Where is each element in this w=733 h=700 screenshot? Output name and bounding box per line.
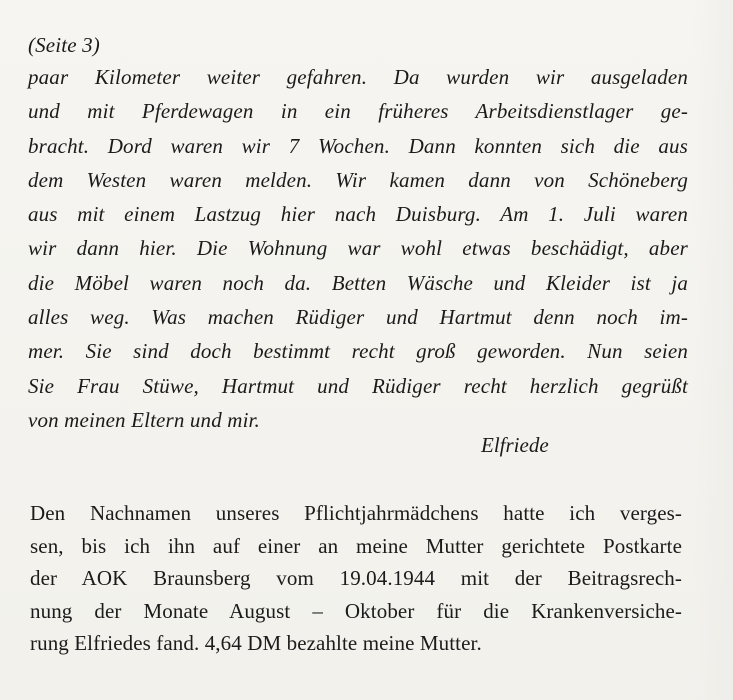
author-note (30, 497, 682, 660)
page-label: (Seite 3) (28, 33, 100, 57)
note-line: der AOK Braunsberg vom 19.04.1944 mit der Beitragsrech- (30, 566, 682, 590)
note-line: sen, bis ich ihn auf einer an meine Mutter gerichtete Postkarte (30, 533, 682, 558)
letter-line: bracht. Dord waren wir 7 Wochen. Dann konnten sich die aus (28, 133, 688, 158)
letter-excerpt (28, 30, 688, 437)
note-line: nung der Monate August – Oktober für die Krankenversiche- (30, 598, 682, 623)
letter-line: die Möbel waren noch da. Betten Wäsche und Kleider ist ja (28, 270, 688, 295)
letter-line: paar Kilometer weiter gefahren. Da wurden wir ausgeladen (28, 65, 688, 89)
note-line: rung Elfriedes fand. 4,64 DM bezahlte meine Mutter. (30, 631, 482, 655)
letter-signature: Elfriede (481, 433, 549, 457)
letter-line: alles weg. Was machen Rüdiger und Hartmut denn noch im- (28, 305, 688, 330)
letter-line: dem Westen waren melden. Wir kamen dann von Schöneberg (28, 167, 688, 192)
page-edge-shading (693, 0, 733, 700)
letter-line: aus mit einem Lastzug hier nach Duisburg. Am 1. Juli waren (28, 202, 688, 227)
letter-line: und mit Pferdewagen in ein früheres Arbeitsdienstlager ge- (28, 99, 688, 124)
letter-line: mer. Sie sind doch bestimmt recht groß geworden. Nun seien (28, 339, 688, 364)
note-line: Den Nachnamen unseres Pflichtjahrmädchens hatte ich verges- (30, 501, 682, 525)
letter-line: wir dann hier. Die Wohnung war wohl etwas beschädigt, aber (28, 236, 688, 261)
letter-line: von meinen Eltern und mir. (28, 407, 260, 432)
letter-line: Sie Frau Stüwe, Hartmut und Rüdiger recht herzlich gegrüßt (28, 373, 688, 398)
